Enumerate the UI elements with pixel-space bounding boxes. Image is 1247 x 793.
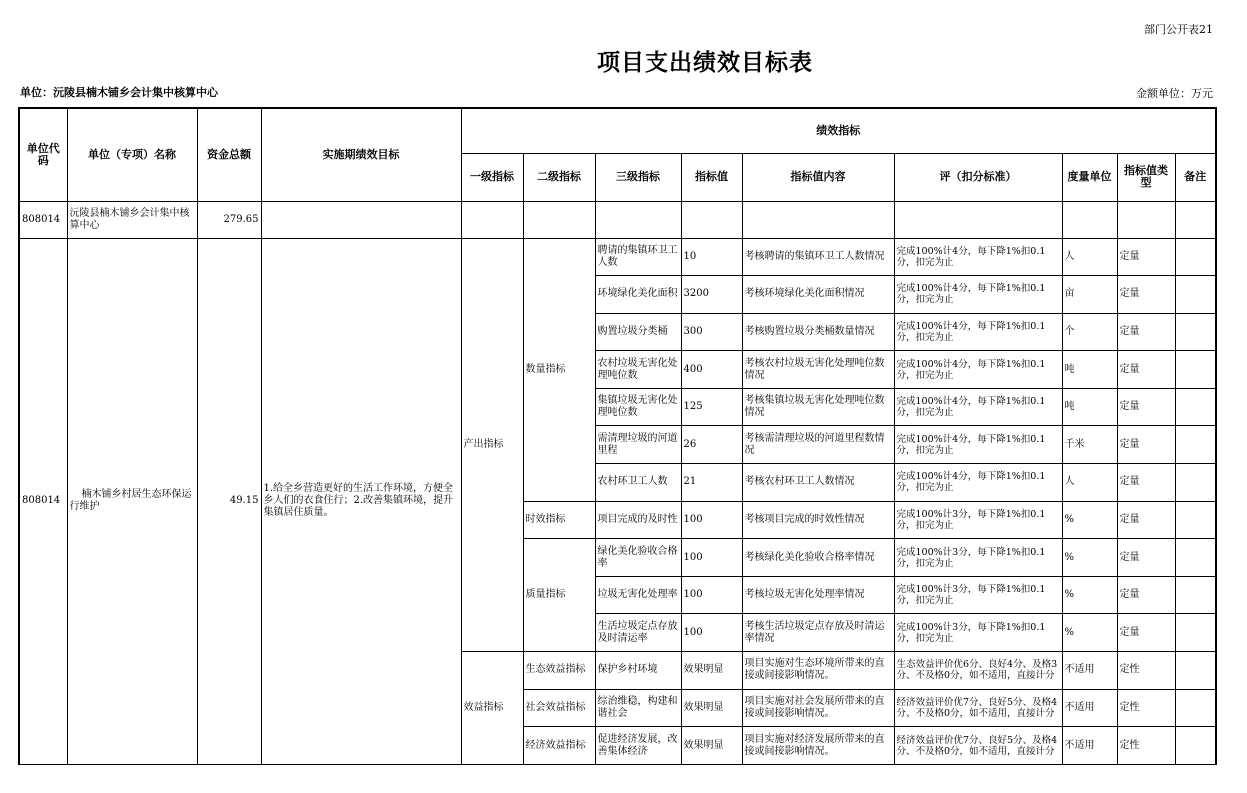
score-cell: 经济效益评价优7分、良好5分、及格4分、不及格0分，如不适用，直接计分 (894, 727, 1062, 765)
value-cell: 100 (681, 576, 742, 614)
content-cell: 考核项目完成的时效性情况 (742, 501, 894, 539)
measure-unit-cell: 人 (1062, 464, 1117, 502)
value-cell: 125 (681, 388, 742, 426)
measure-unit-cell: 人 (1062, 238, 1117, 276)
content-cell: 考核集镇垃圾无害化处理吨位数情况 (742, 388, 894, 426)
level3-cell: 聘请的集镇环卫工人数 (595, 238, 681, 276)
content-cell: 项目实施对经济发展所带来的直接或间接影响情况。 (742, 727, 894, 765)
level3-cell: 生活垃圾定点存放及时清运率 (595, 614, 681, 652)
level1-output: 产出指标 (461, 238, 523, 652)
level3-cell: 购置垃圾分类桶 (595, 313, 681, 351)
value-type-cell: 定量 (1117, 238, 1175, 276)
remark-cell (1175, 388, 1216, 426)
content-cell: 项目实施对生态环境所带来的直接或间接影响情况。 (742, 652, 894, 690)
level3-cell: 集镇垃圾无害化处理吨位数 (595, 388, 681, 426)
content-cell: 考核生活垃圾定点存放及时清运率情况 (742, 614, 894, 652)
content-cell: 考核垃圾无害化处理率情况 (742, 576, 894, 614)
score-cell: 完成100%计4分，每下降1%扣0.1分，扣完为止 (894, 313, 1062, 351)
header-unit-name: 单位（专项）名称 (67, 108, 197, 201)
header-value: 指标值 (681, 153, 742, 201)
value-type-cell: 定量 (1117, 539, 1175, 577)
remark-cell (1175, 238, 1216, 276)
header-measure-unit: 度量单位 (1062, 153, 1117, 201)
content-cell: 考核购置垃圾分类桶数量情况 (742, 313, 894, 351)
measure-unit-cell: % (1062, 501, 1117, 539)
content-cell: 考核聘请的集镇环卫工人数情况 (742, 238, 894, 276)
remark-cell (1175, 689, 1216, 727)
value-cell: 效果明显 (681, 652, 742, 690)
measure-unit-cell: % (1062, 614, 1117, 652)
header-total-funds: 资金总额 (197, 108, 261, 201)
summary-code: 808014 (19, 201, 67, 238)
value-type-cell: 定性 (1117, 727, 1175, 765)
value-cell: 3200 (681, 276, 742, 314)
measure-unit-cell: 不适用 (1062, 652, 1117, 690)
value-type-cell: 定量 (1117, 313, 1175, 351)
score-cell: 完成100%计3分，每下降1%扣0.1分，扣完为止 (894, 539, 1062, 577)
table-number-label: 部门公开表21 (1144, 23, 1213, 36)
value-type-cell: 定量 (1117, 388, 1175, 426)
level3-cell: 绿化美化验收合格率 (595, 539, 681, 577)
remark-cell (1175, 614, 1216, 652)
value-type-cell: 定量 (1117, 276, 1175, 314)
header-unit-code: 单位代码 (19, 108, 67, 201)
content-cell: 考核需清理垃圾的河道里程数情况 (742, 426, 894, 464)
score-cell: 完成100%计4分，每下降1%扣0.1分，扣完为止 (894, 388, 1062, 426)
header-remark: 备注 (1175, 153, 1216, 201)
performance-table (18, 107, 1217, 765)
score-cell: 完成100%计4分，每下降1%扣0.1分，扣完为止 (894, 276, 1062, 314)
value-type-cell: 定性 (1117, 652, 1175, 690)
measure-unit-cell: 个 (1062, 313, 1117, 351)
value-cell: 21 (681, 464, 742, 502)
level3-cell: 需清理垃圾的河道里程 (595, 426, 681, 464)
summary-amount: 279.65 (197, 201, 261, 238)
value-cell: 效果明显 (681, 727, 742, 765)
measure-unit-cell: % (1062, 539, 1117, 577)
value-type-cell: 定量 (1117, 351, 1175, 389)
remark-cell (1175, 576, 1216, 614)
value-cell: 100 (681, 501, 742, 539)
measure-unit-cell: 不适用 (1062, 727, 1117, 765)
value-cell: 400 (681, 351, 742, 389)
project-goal: 1.给全乡营造更好的生活工作环境，方便全乡人们的衣食住行；2.改善集镇环境，提升集镇居住质量。 (261, 238, 461, 764)
level1-benefit: 效益指标 (461, 652, 523, 765)
summary-name: 沅陵县楠木铺乡会计集中核算中心 (67, 201, 197, 238)
measure-unit-cell: 吨 (1062, 388, 1117, 426)
detail-rows (19, 238, 1216, 764)
score-cell: 完成100%计4分，每下降1%扣0.1分，扣完为止 (894, 351, 1062, 389)
value-type-cell: 定量 (1117, 426, 1175, 464)
measure-unit-cell: 千米 (1062, 426, 1117, 464)
value-type-cell: 定量 (1117, 464, 1175, 502)
header-score: 评（扣分标准） (894, 153, 1062, 201)
header-content: 指标值内容 (742, 153, 894, 201)
remark-cell (1175, 313, 1216, 351)
value-cell: 10 (681, 238, 742, 276)
value-type-cell: 定量 (1117, 614, 1175, 652)
score-cell: 完成100%计3分，每下降1%扣0.1分，扣完为止 (894, 614, 1062, 652)
score-cell: 完成100%计4分，每下降1%扣0.1分，扣完为止 (894, 238, 1062, 276)
money-unit-label: 金额单位：万元 (1136, 87, 1213, 100)
level3-cell: 促进经济发展，改善集体经济 (595, 727, 681, 765)
content-cell: 考核农村垃圾无害化处理吨位数情况 (742, 351, 894, 389)
level3-cell: 保护乡村环境 (595, 652, 681, 690)
value-cell: 100 (681, 539, 742, 577)
level2-cell: 经济效益指标 (523, 727, 595, 765)
value-cell: 26 (681, 426, 742, 464)
score-cell: 完成100%计3分，每下降1%扣0.1分，扣完为止 (894, 576, 1062, 614)
level2-cell: 生态效益指标 (523, 652, 595, 690)
level3-cell: 环境绿化美化面积 (595, 276, 681, 314)
content-cell: 考核绿化美化验收合格率情况 (742, 539, 894, 577)
level2-cell: 社会效益指标 (523, 689, 595, 727)
level2-quality: 质量指标 (523, 539, 595, 652)
page-title: 项目支出绩效目标表 (597, 50, 813, 76)
score-cell: 完成100%计3分，每下降1%扣0.1分，扣完为止 (894, 501, 1062, 539)
remark-cell (1175, 727, 1216, 765)
level3-cell: 农村环卫工人数 (595, 464, 681, 502)
header-goal: 实施期绩效目标 (261, 108, 461, 201)
value-type-cell: 定量 (1117, 501, 1175, 539)
value-cell: 100 (681, 614, 742, 652)
remark-cell (1175, 539, 1216, 577)
summary-row (19, 201, 1216, 238)
project-code: 808014 (19, 238, 67, 764)
header-level1: 一级指标 (461, 153, 523, 201)
header-indicators: 绩效指标 (461, 108, 1216, 153)
score-cell: 完成100%计4分，每下降1%扣0.1分，扣完为止 (894, 464, 1062, 502)
measure-unit-cell: 亩 (1062, 276, 1117, 314)
score-cell: 生态效益评价优6分、良好4分、及格3分、不及格0分，如不适用，直接计分 (894, 652, 1062, 690)
value-type-cell: 定量 (1117, 576, 1175, 614)
remark-cell (1175, 426, 1216, 464)
value-type-cell: 定性 (1117, 689, 1175, 727)
table-row (19, 238, 1216, 276)
level3-cell: 综治维稳，构建和谐社会 (595, 689, 681, 727)
remark-cell (1175, 351, 1216, 389)
measure-unit-cell: 不适用 (1062, 689, 1117, 727)
remark-cell (1175, 464, 1216, 502)
level3-cell: 垃圾无害化处理率 (595, 576, 681, 614)
level2-quantity: 数量指标 (523, 238, 595, 501)
value-cell: 300 (681, 313, 742, 351)
remark-cell (1175, 276, 1216, 314)
measure-unit-cell: % (1062, 576, 1117, 614)
level3-cell: 农村垃圾无害化处理吨位数 (595, 351, 681, 389)
header-level3: 三级指标 (595, 153, 681, 201)
unit-label: 单位：沅陵县楠木铺乡会计集中核算中心 (20, 86, 218, 99)
content-cell: 考核环境绿化美化面积情况 (742, 276, 894, 314)
content-cell: 项目实施对社会发展所带来的直接或间接影响情况。 (742, 689, 894, 727)
level2-cell: 时效指标 (523, 501, 595, 539)
header-value-type: 指标值类型 (1117, 153, 1175, 201)
content-cell: 考核农村环卫工人数情况 (742, 464, 894, 502)
project-name: 楠木铺乡村居生态环保运行维护 (67, 238, 197, 764)
measure-unit-cell: 吨 (1062, 351, 1117, 389)
project-amount: 49.15 (197, 238, 261, 764)
score-cell: 完成100%计4分，每下降1%扣0.1分，扣完为止 (894, 426, 1062, 464)
value-cell: 效果明显 (681, 689, 742, 727)
remark-cell (1175, 652, 1216, 690)
remark-cell (1175, 501, 1216, 539)
score-cell: 经济效益评价优7分、良好5分、及格4分、不及格0分，如不适用，直接计分 (894, 689, 1062, 727)
level3-cell: 项目完成的及时性 (595, 501, 681, 539)
header-level2: 二级指标 (523, 153, 595, 201)
